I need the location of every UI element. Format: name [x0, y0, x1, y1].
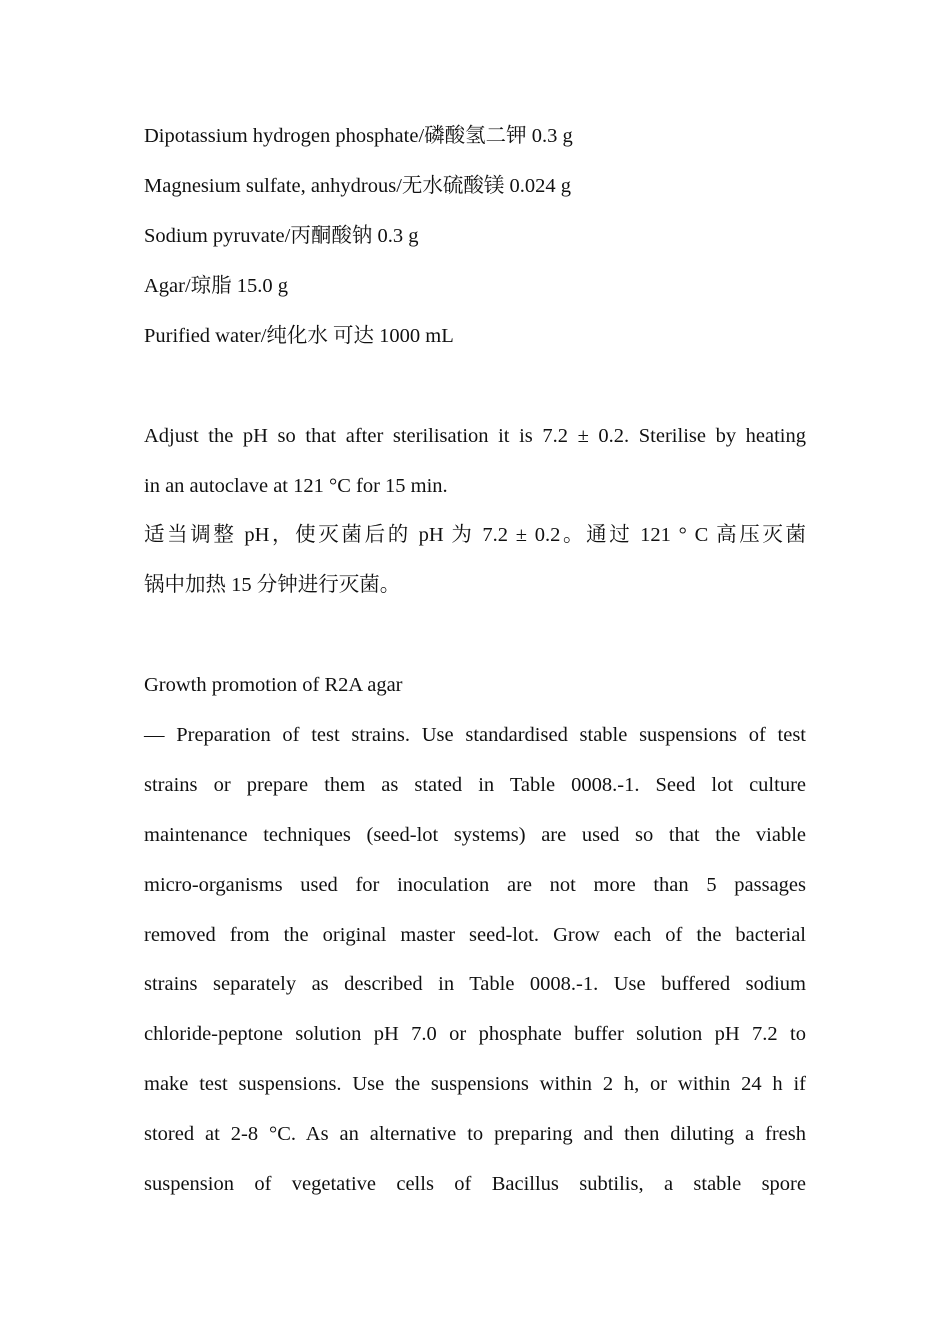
paragraph-line: stored at 2-8 °C. As an alternative to preparing and then diluting a fresh	[144, 1123, 806, 1145]
paragraph-line: strains separately as described in Table 0008.-1. Use buffered sodium	[144, 973, 806, 995]
paragraph-line: maintenance techniques (seed-lot systems) are used so that the viable	[144, 824, 806, 846]
paragraph-line: suspension of vegetative cells of Bacillus subtilis, a stable spore	[144, 1173, 806, 1195]
paragraph-line: micro-organisms used for inoculation are not more than 5 passages	[144, 874, 806, 896]
ph-adjust-line-zh: 锅中加热 15 分钟进行灭菌。	[144, 574, 401, 596]
ingredient-line: Sodium pyruvate/丙酮酸钠 0.3 g	[144, 225, 419, 247]
ingredient-line: Purified water/纯化水 可达 1000 mL	[144, 325, 454, 347]
ph-adjust-line-zh: 适当调整 pH，使灭菌后的 pH 为 7.2 ± 0.2。通过 121 ° C 高压灭菌	[144, 524, 806, 546]
paragraph-line: chloride-peptone solution pH 7.0 or phosphate buffer solution pH 7.2 to	[144, 1023, 806, 1045]
ph-adjust-line-en: Adjust the pH so that after sterilisation it is 7.2 ± 0.2. Sterilise by heating	[144, 425, 806, 447]
paragraph-line: make test suspensions. Use the suspensions within 2 h, or within 24 h if	[144, 1073, 806, 1095]
paragraph-line: — Preparation of test strains. Use standardised stable suspensions of test	[144, 724, 806, 746]
paragraph-line: strains or prepare them as stated in Table 0008.-1. Seed lot culture	[144, 774, 806, 796]
ph-adjust-line-en: in an autoclave at 121 °C for 15 min.	[144, 475, 448, 497]
ingredient-line: Agar/琼脂 15.0 g	[144, 275, 289, 297]
ingredient-line: Dipotassium hydrogen phosphate/磷酸氢二钾 0.3 g	[144, 125, 573, 147]
ingredient-line: Magnesium sulfate, anhydrous/无水硫酸镁 0.024 g	[144, 175, 572, 197]
paragraph-line: removed from the original master seed-lot. Grow each of the bacterial	[144, 924, 806, 946]
section-heading: Growth promotion of R2A agar	[144, 674, 403, 696]
